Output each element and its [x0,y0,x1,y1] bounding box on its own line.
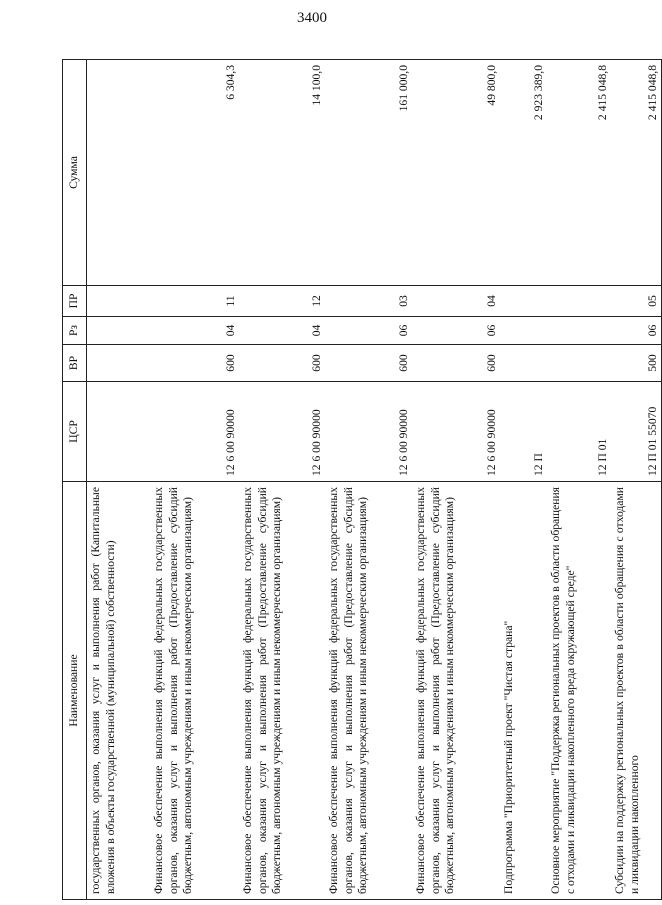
row-csr: 12 6 00 90000 [150,382,239,482]
row-csr: 12 П [500,382,547,482]
row-name: Субсидии на поддержку региональных проектов в области обращения с отходами и ликвидации накопленного [611,482,662,900]
row-name: Финансовое обеспечение выполнения функций федеральных государственных органов, оказания услуг и выполнения работ (Предоставление субсидий бюджетным, автономным учреждениям и иным некоммерческим организациям) [239,482,325,900]
row-rz: 06 [412,317,500,345]
row-pr: 12 [239,286,325,317]
table-row [239,60,325,900]
row-sum: 2 923 389,0 [500,60,547,286]
row-name: Финансовое обеспечение выполнения функций федеральных государственных органов, оказания услуг и выполнения работ (Предоставление субсидий бюджетным, автономным учреждениям и иным некоммерческим организациям) [412,482,500,900]
row-name: Подпрограмма "Приоритетный проект "Чистая страна" [500,482,547,900]
row-vr [500,345,547,382]
row-vr: 600 [239,345,325,382]
row-csr: 12 6 00 90000 [412,382,500,482]
header-vr: ВР [63,345,87,382]
header-rz: Рз [63,317,87,345]
row-rz: 04 [239,317,325,345]
table-row [500,60,547,900]
row-vr: 600 [412,345,500,382]
table-row [547,60,611,900]
table-row [611,60,662,900]
header-sum: Сумма [63,60,87,286]
row-sum [87,60,151,286]
row-rz [547,317,611,345]
table-row [412,60,500,900]
row-rz: 06 [611,317,662,345]
row-sum: 2 415 048,8 [611,60,662,286]
header-csr: ЦСР [63,382,87,482]
row-csr: 12 П 01 [547,382,611,482]
row-csr: 12 6 00 90000 [325,382,412,482]
table-row [150,60,239,900]
table-row [325,60,412,900]
row-pr [500,286,547,317]
row-name: Финансовое обеспечение выполнения функций федеральных государственных органов, оказания услуг и выполнения работ (Предоставление субсидий бюджетным, автономным учреждениям и иным некоммерческим организациям) [325,482,412,900]
row-sum: 14 100,0 [239,60,325,286]
row-sum: 49 800,0 [412,60,500,286]
row-pr: 11 [150,286,239,317]
row-csr: 12 П 01 55070 [611,382,662,482]
row-pr [87,286,151,317]
header-pr: ПР [63,286,87,317]
row-sum: 6 304,3 [150,60,239,286]
row-csr: 12 6 00 90000 [239,382,325,482]
table-header-row [63,60,87,900]
budget-table-rotated [62,60,660,900]
row-pr: 05 [611,286,662,317]
row-pr [547,286,611,317]
row-vr: 600 [150,345,239,382]
row-pr: 03 [325,286,412,317]
row-vr [547,345,611,382]
row-vr [87,345,151,382]
page-number: 3400 [297,10,327,26]
row-sum: 161 000,0 [325,60,412,286]
row-rz: 04 [150,317,239,345]
row-pr: 04 [412,286,500,317]
row-name: Основное мероприятие "Поддержка региональных проектов в области обращения с отходами и ликвидации накопленного вреда окружающей среде" [547,482,611,900]
table-row [87,60,151,900]
row-sum: 2 415 048,8 [547,60,611,286]
budget-table [62,59,662,900]
row-csr [87,382,151,482]
row-name: государственных органов, оказания услуг и выполнения работ (Капитальные вложения в объекты государственной (муниципальной) собственности) [87,482,151,900]
row-rz [500,317,547,345]
row-rz: 06 [325,317,412,345]
row-vr: 600 [325,345,412,382]
row-rz [87,317,151,345]
header-name: Наименование [63,482,87,900]
row-vr: 500 [611,345,662,382]
row-name: Финансовое обеспечение выполнения функций федеральных государственных органов, оказания услуг и выполнения работ (Предоставление субсидий бюджетным, автономным учреждениям и иным некоммерческим организациям) [150,482,239,900]
